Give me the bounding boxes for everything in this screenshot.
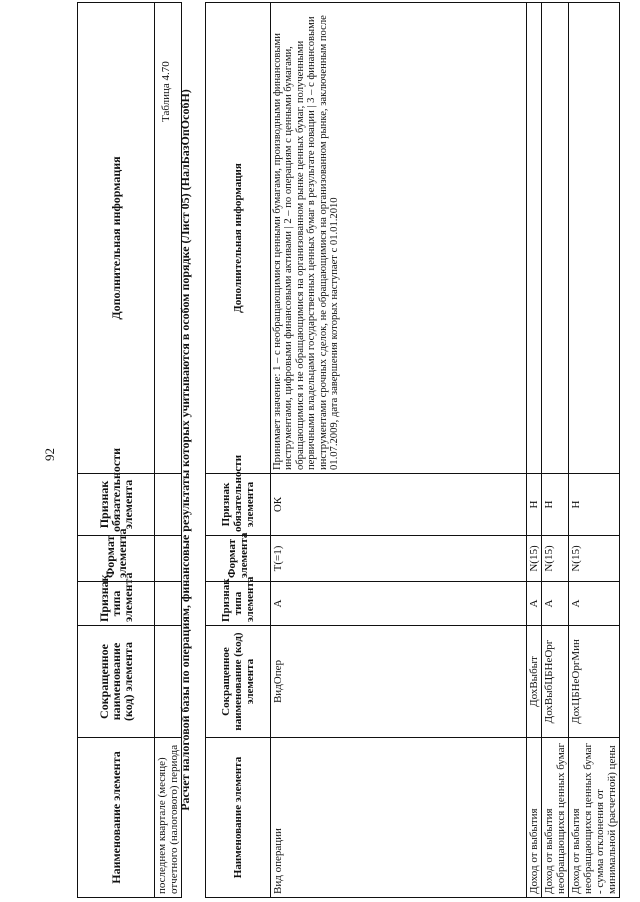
table-main-header-row: [206, 3, 271, 898]
header-name: Наименование элемента: [206, 738, 271, 898]
table-row: [527, 3, 542, 898]
cell-required: Н: [542, 474, 569, 536]
cell-format: N(15): [527, 536, 542, 582]
cell-required: ОК: [271, 474, 527, 536]
table-main: [205, 2, 620, 898]
header-format: Формат элемента: [78, 536, 155, 582]
cell-code: ДохВыбЦБНеОрг: [542, 626, 569, 738]
page-number: 92: [42, 448, 57, 461]
header-type: Признак типа элемента: [206, 582, 271, 626]
header-info: Дополнительная информация: [78, 3, 155, 474]
table-top-continuation: [77, 2, 182, 898]
header-code: Сокращенное наименование (код) элемента: [206, 626, 271, 738]
cell-format: Т(=1): [271, 536, 527, 582]
header-name: Наименование элемента: [78, 738, 155, 898]
table-top-header-row: [78, 3, 155, 898]
table-caption: Расчет налоговой базы по операциям, финансовые результаты которых учитываются в особом порядке (Лист 05) (НалБазОпОсобН): [178, 89, 192, 811]
cell-name: Доход от выбытия необращающихся ценных бумаг: [542, 738, 569, 898]
table-row: [271, 3, 527, 898]
header-type: Признак типа элемента: [78, 582, 155, 626]
cell-name: Доход от выбытия необращающихся ценных бумаг - сумма отклонения от минимальной (расчетной) цены: [569, 738, 620, 898]
cell-code: ВидОпер: [271, 626, 527, 738]
cell-info: [569, 3, 620, 474]
cell-name: последнем квартале (месяце) отчетного (налогового) периода: [155, 738, 182, 898]
cell-type: А: [542, 582, 569, 626]
cell-info: [527, 3, 542, 474]
header-code: Сокращенное наименование (код) элемента: [78, 626, 155, 738]
header-info: Дополнительная информация: [206, 3, 271, 474]
cell-required: Н: [527, 474, 542, 536]
cell-type: А: [271, 582, 527, 626]
header-format: Формат элемента: [206, 536, 271, 582]
table-number-label: Таблица 4.70: [160, 61, 172, 122]
header-required: Признак обязательности элемента: [206, 474, 271, 536]
cell-required: Н: [569, 474, 620, 536]
cell-name: Вид операции: [271, 738, 527, 898]
table-row: [569, 3, 620, 898]
cell-info: Принимает значение: 1 – с необращающимися ценными бумагами, производными финансовыми инструментами, цифровыми финансовыми активами | 2 – по операциям с ценными бумагами, обращающимися и не обращающимися на организованном рынке ценных бумаг, полученными первичными владельцами государственных ценных бумаг в результате новации | 3 – с финансовыми инструментами срочных сделок, не обращающимися на организованном рынке, заключенным после 01.07.2009, дата завершения которых наступает с 01.01.2010: [271, 3, 527, 474]
cell-code: ДохЦБНеОргМин: [569, 626, 620, 738]
cell-info: [542, 3, 569, 474]
cell-name: Доход от выбытия: [527, 738, 542, 898]
cell-format: N(15): [542, 536, 569, 582]
table-row: [542, 3, 569, 898]
cell-type: А: [527, 582, 542, 626]
cell-format: N(15): [569, 536, 620, 582]
header-required: Признак обязательности элемента: [78, 474, 155, 536]
cell-code: ДохВыбыт: [527, 626, 542, 738]
cell-type: А: [569, 582, 620, 626]
